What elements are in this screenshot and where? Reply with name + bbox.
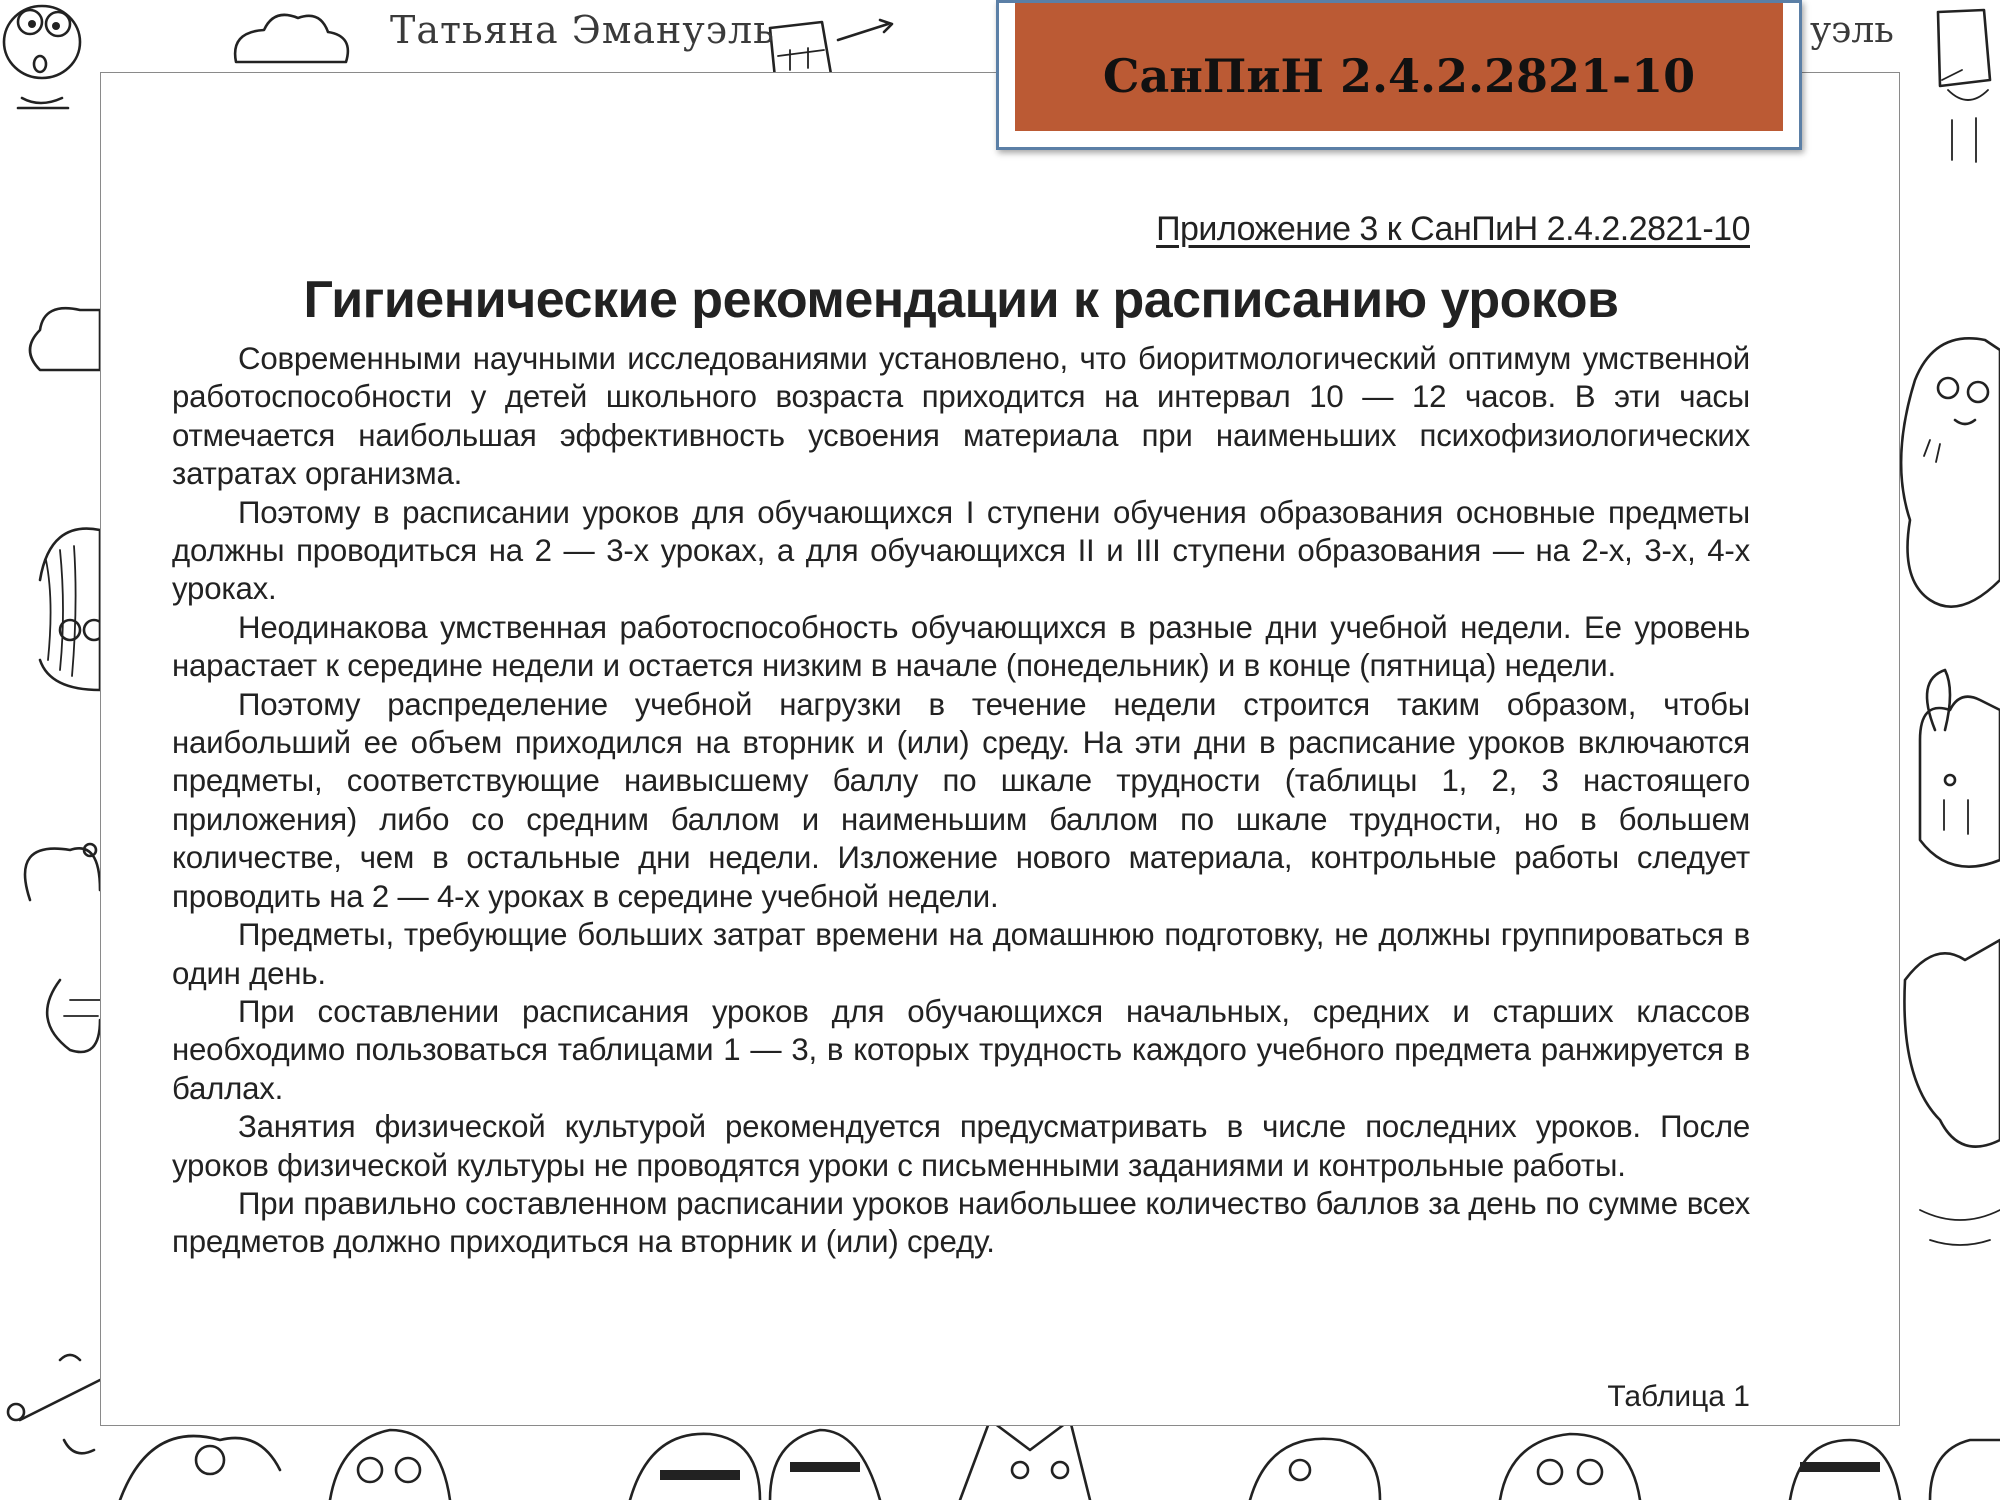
paragraph: Занятия физической культурой рекомендуется предусматривать в числе последних уроков. После уроков физической культуры не проводятся уроки с письменными заданиями и контрольные работы. xyxy=(172,1109,1750,1183)
document-scan xyxy=(172,200,1750,1413)
slide-title-box xyxy=(996,0,1802,150)
author-name-fragment: уэль xyxy=(1810,10,1894,51)
bottom-characters-doodle xyxy=(120,1420,2000,1500)
bird-doodle-icon xyxy=(4,6,80,108)
girl-doodle-icon xyxy=(40,529,104,690)
paragraph: Неодинакова умственная работоспособность обучающихся в разные дни учебной недели. Ее уровень нарастает к середине недели и остается низким в начале (понедельник) и в конце (пятница) недели. xyxy=(172,609,1750,684)
egg-character-doodle-icon xyxy=(1901,338,2000,606)
cloud-doodle-icon xyxy=(235,15,348,62)
stick-doodle-icon xyxy=(8,1355,100,1453)
author-name: Татьяна Эмануэль xyxy=(390,8,775,52)
slide-title-fill xyxy=(1015,3,1783,131)
bee-doodle-icon xyxy=(25,844,100,1052)
bunny-doodle-icon xyxy=(1920,670,2000,867)
table-label: Таблица 1 xyxy=(1607,1380,1750,1413)
appendix-reference: Приложение 3 к СанПиН 2.4.2.2821-10 xyxy=(1156,210,1750,248)
cloud-doodle-icon xyxy=(30,308,100,370)
paragraph: При правильно составленном расписании уроков наибольшее количество баллов за день по сумме всех предметов должно приходиться на вторник и (или) среду. xyxy=(172,1185,1750,1260)
paragraph: Поэтому распределение учебной нагрузки в течение недели строится таким образом, чтобы наибольший ее объем приходился на вторник и (или) среду. На эти дни в расписание уроков включаются предметы, соответствующие наивысшему баллу по шкале трудности (таблицы 1, 2, 3 настоящего приложения) либо со средним баллом и наименьшим баллом по шкале трудности, но в большем количестве, чем в остальные дни недели. Изложение нового материала, контрольные работы следует проводить на 2 — 4-х уроках в середине учебной недели. xyxy=(172,686,1750,914)
paragraph: При составлении расписания уроков для обучающихся начальных, средних и старших классов необходимо пользоваться таблицами 1 — 3, в которых трудность каждого учебного предмета ранжируется в баллах. xyxy=(172,993,1750,1106)
paragraph: Современными научными исследованиями установлено, что биоритмологический оптимум умственной работоспособности у детей школьного возраста приходится на интервал 10 — 12 часов. В эти часы отмечается наибольшая эффективность усвоения материала при наименьших психофизиологических затратах организма. xyxy=(172,341,1750,492)
cloud-doodle-icon xyxy=(1904,940,2000,1147)
paragraph: Поэтому в расписании уроков для обучающихся I ступени обучения образования основные предметы должны проводиться на 2 — 3-х уроках, а для обучающихся II и III ступени образования — на 2-х, 3-х, 4-х уроках. xyxy=(172,494,1750,607)
document-title: Гигиенические рекомендации к расписанию уроков xyxy=(303,271,1619,329)
music-doodle-icon xyxy=(1938,10,1990,162)
paragraph: Предметы, требующие больших затрат времени на домашнюю подготовку, не должны группироваться в один день. xyxy=(172,917,1750,991)
slide-title: СанПиН 2.4.2.2821-10 xyxy=(1102,49,1696,103)
